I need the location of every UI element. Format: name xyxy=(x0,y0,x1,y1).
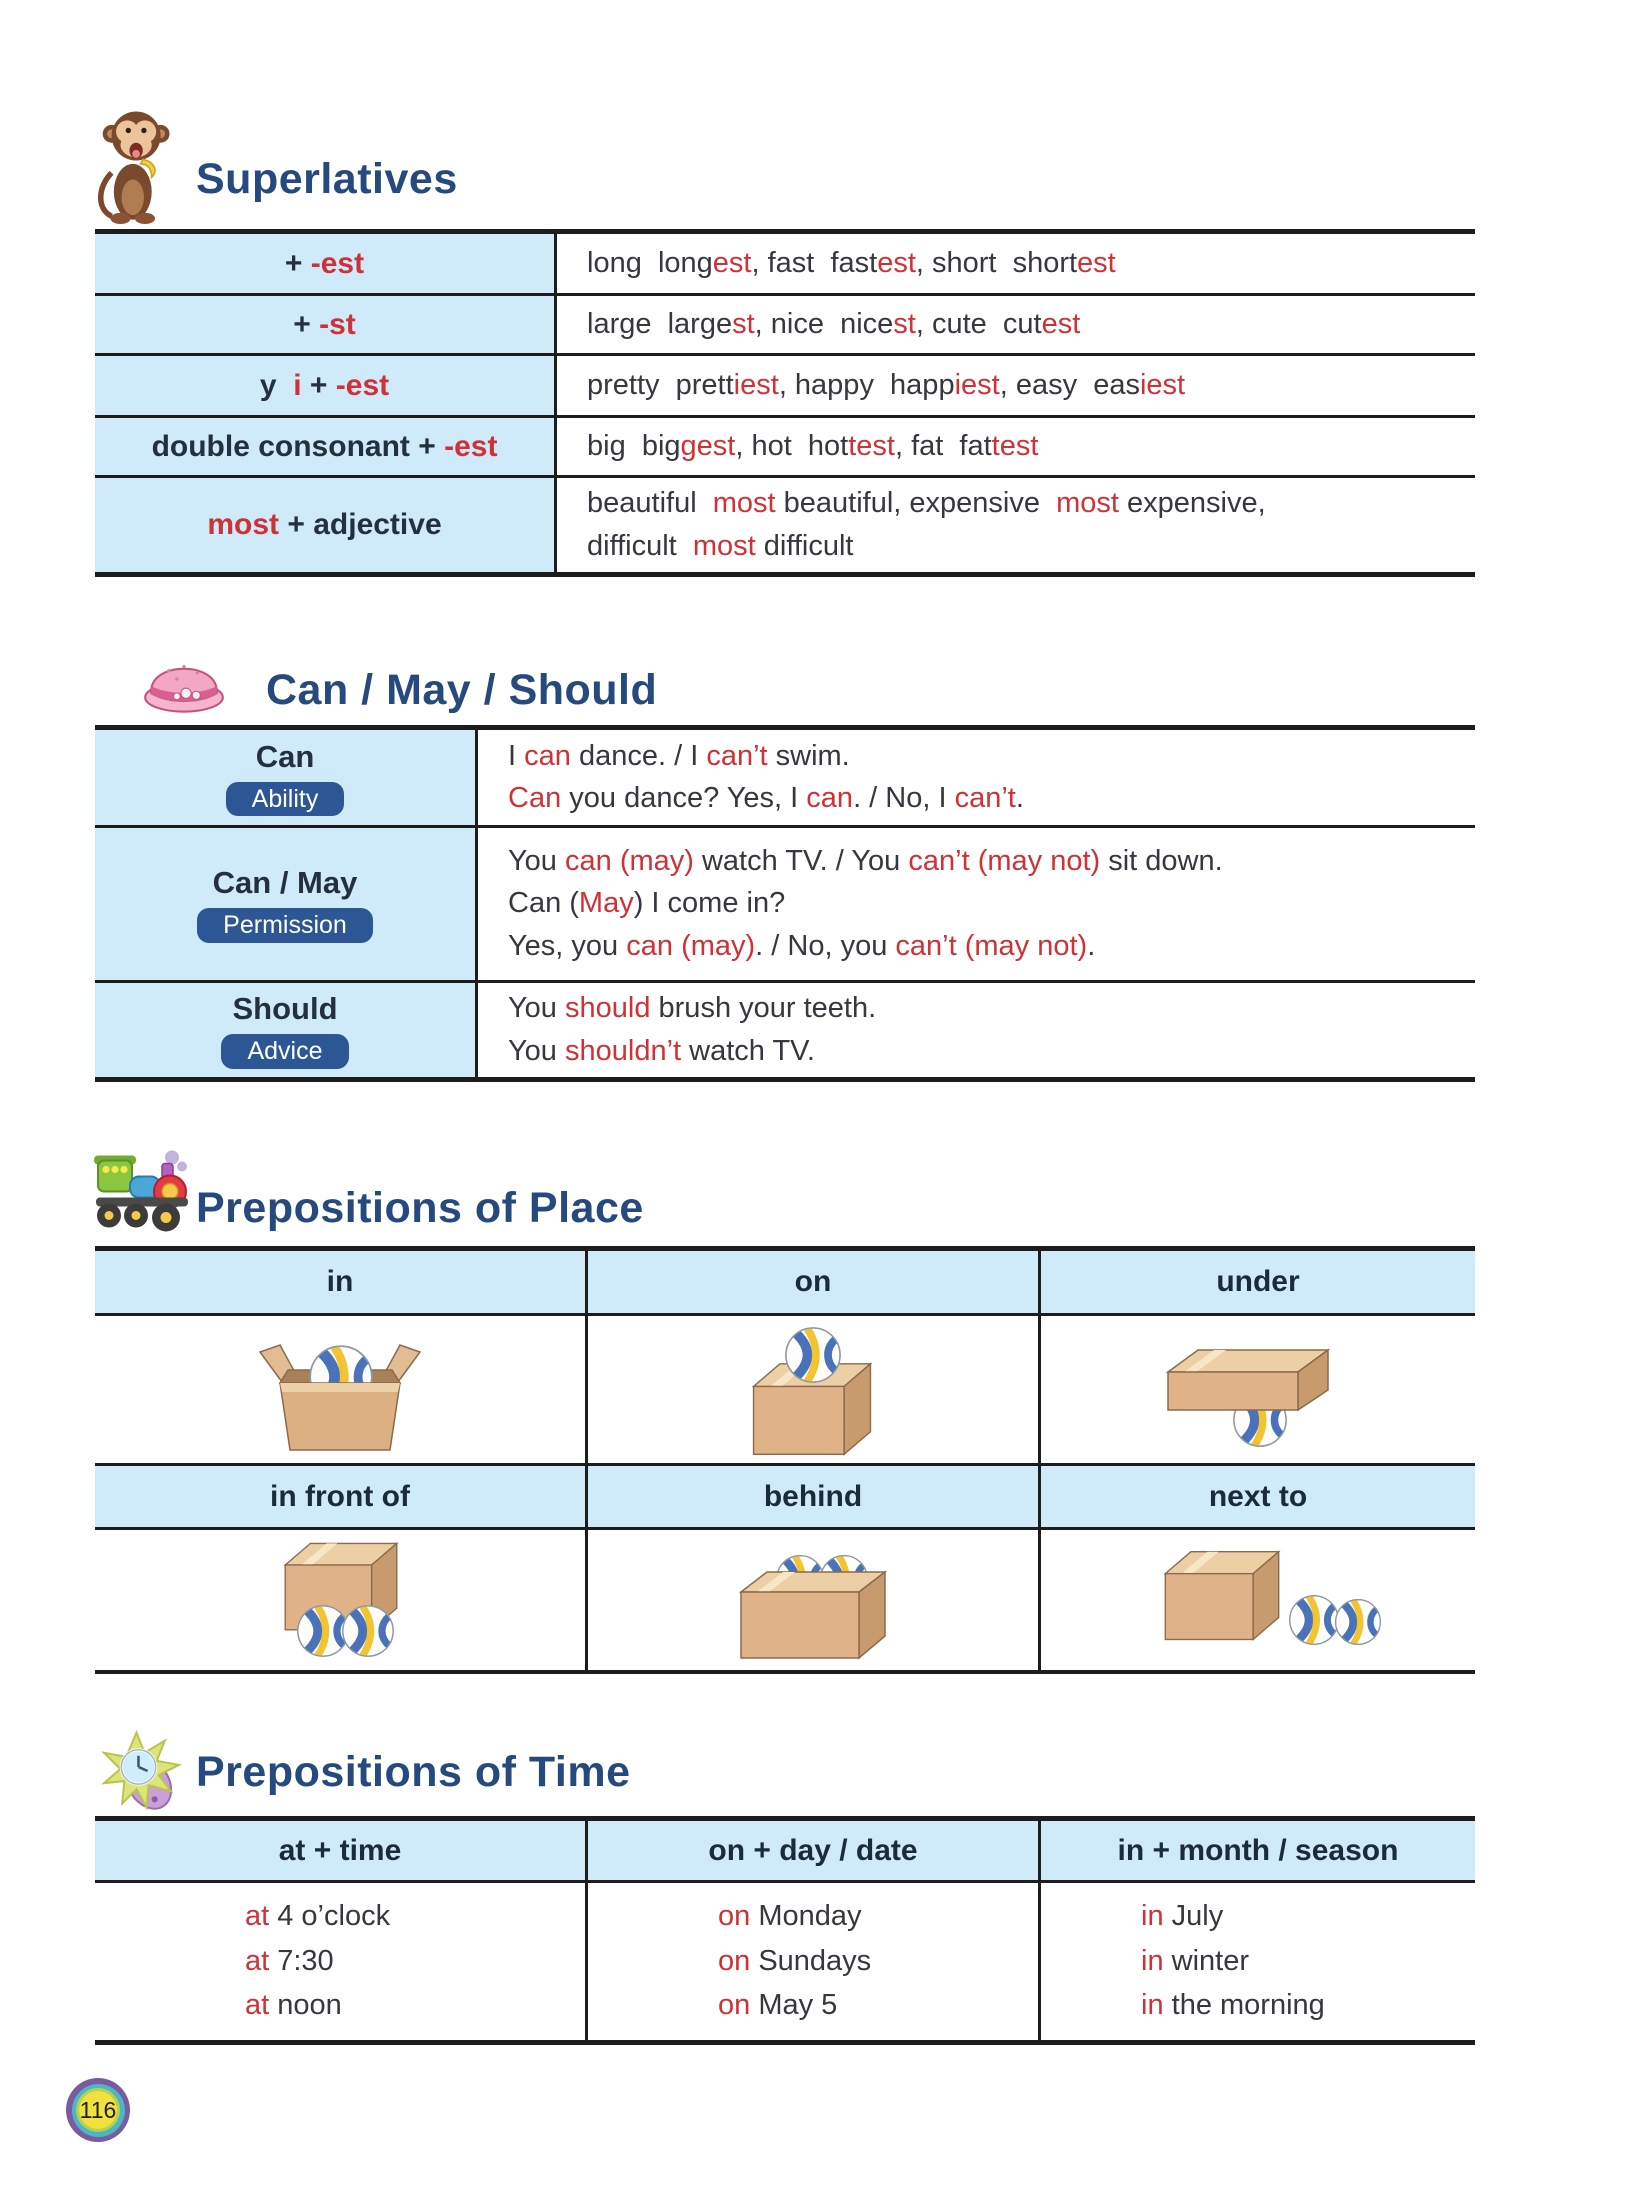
scene-ball-under-box xyxy=(1041,1316,1475,1466)
modals-title: Can / May / Should xyxy=(266,666,658,714)
modal-examples-cell: You can (may) watch TV. / You can’t (may not) sit down. Can (May) I come in? Yes, you can (may). / No, you can’t (may not). xyxy=(478,828,1475,983)
modal-examples-cell: You should brush your teeth. You shouldn’t watch TV. xyxy=(508,992,877,1067)
modal-head-cell xyxy=(95,983,478,1077)
place-title: Prepositions of Place xyxy=(196,1184,644,1232)
scene-ball-in-box xyxy=(95,1316,588,1466)
page-number-ring-inner xyxy=(76,2088,120,2132)
time-header: in + month / season xyxy=(1041,1821,1475,1883)
time-table xyxy=(95,1816,1475,2045)
modal-head: Can / May xyxy=(212,865,358,901)
scene-balls-in-front-of-box xyxy=(95,1530,588,1670)
place-header: in xyxy=(95,1251,588,1316)
place-table xyxy=(95,1246,1475,1674)
examples-cell: long longest, fast fastest, short shortest xyxy=(557,234,1475,296)
rule-cell: most + adjective xyxy=(95,478,557,572)
time-header: on + day / date xyxy=(588,1821,1041,1883)
scene-balls-next-to-box xyxy=(1041,1530,1475,1670)
rule-cell: y i + -est xyxy=(95,356,557,418)
place-header: next to xyxy=(1041,1466,1475,1530)
ability-badge: Ability xyxy=(226,782,345,817)
place-header: on xyxy=(588,1251,1041,1316)
examples-cell: big biggest, hot hottest, fat fattest xyxy=(557,418,1475,478)
modal-head: Should xyxy=(232,991,338,1027)
place-header: behind xyxy=(588,1466,1041,1530)
examples-cell: large largest, nice nicest, cute cutest xyxy=(557,296,1475,356)
train-icon xyxy=(92,1144,192,1247)
time-examples-on: on Monday on Sundays on May 5 xyxy=(588,1883,1041,2040)
modal-head-cell xyxy=(95,730,478,828)
page-number-ring xyxy=(72,2084,125,2137)
place-header: under xyxy=(1041,1251,1475,1316)
rule-cell: + -st xyxy=(95,296,557,356)
examples-cell: beautiful most beautiful, expensive most expensive, difficult most difficult xyxy=(587,487,1266,562)
place-header: in front of xyxy=(95,1466,588,1530)
time-examples-in: in July in winter in the morning xyxy=(1141,1900,1325,2022)
page-number: 116 xyxy=(79,2091,117,2129)
time-header: at + time xyxy=(95,1821,588,1883)
watch-icon xyxy=(98,1726,184,1823)
monkey-icon xyxy=(96,103,174,232)
scene-balls-behind-box xyxy=(588,1530,1041,1670)
page-number-badge xyxy=(66,2078,130,2142)
rule-cell: double consonant + -est xyxy=(95,418,557,478)
time-title: Prepositions of Time xyxy=(196,1748,631,1796)
modal-examples-cell: I can dance. / I can’t swim. Can you dance? Yes, I can. / No, I can’t. xyxy=(478,730,1475,828)
modal-head: Can xyxy=(255,738,315,774)
permission-badge: Permission xyxy=(197,908,373,943)
superlatives-title: Superlatives xyxy=(196,155,458,203)
examples-cell: pretty prettiest, happy happiest, easy easiest xyxy=(557,356,1475,418)
time-examples-at: at 4 o’clock at 7:30 at noon xyxy=(95,1883,588,2040)
modals-table xyxy=(95,725,1475,1082)
advice-badge: Advice xyxy=(221,1034,348,1069)
rule-cell: + -est xyxy=(95,234,557,296)
scene-ball-on-box xyxy=(588,1316,1041,1466)
hat-icon xyxy=(138,640,230,727)
superlatives-table xyxy=(95,229,1475,577)
modal-head-cell xyxy=(95,828,478,983)
